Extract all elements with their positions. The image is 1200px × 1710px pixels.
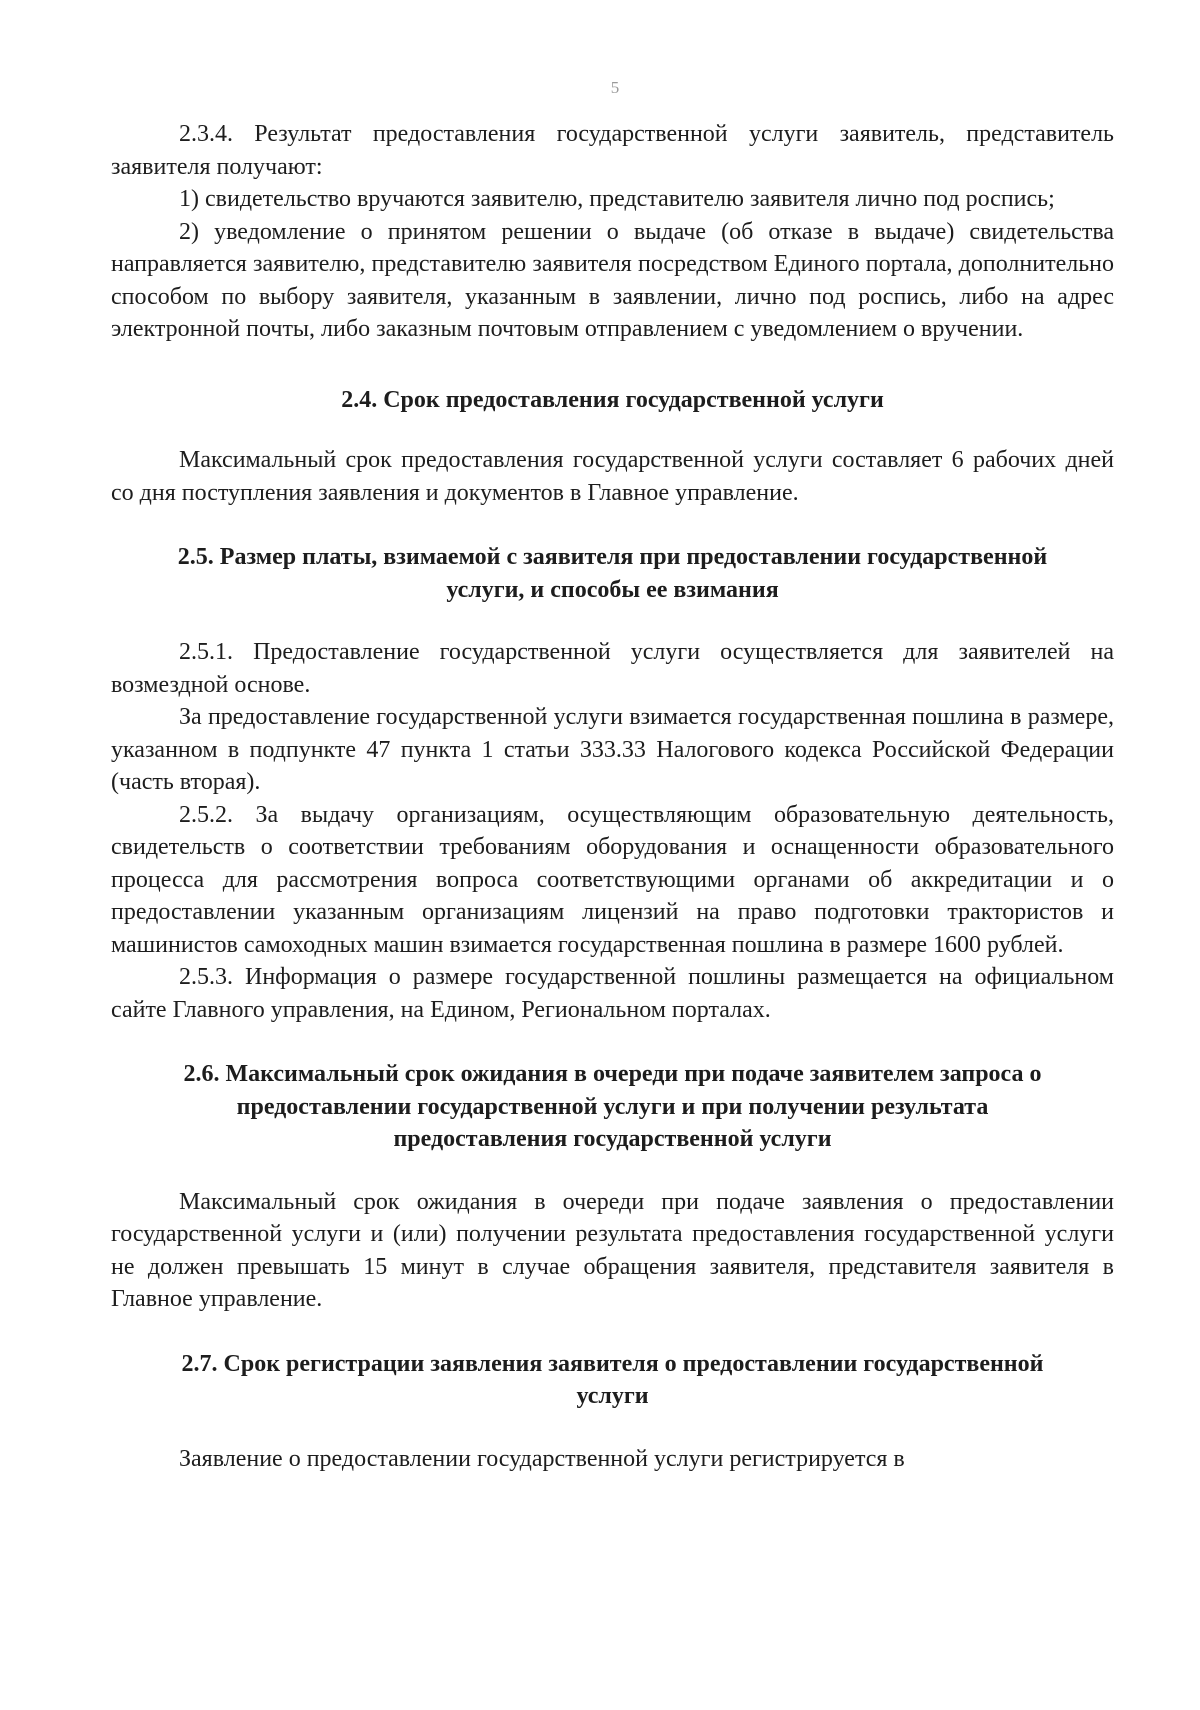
list-item-2-3-4-2: 2) уведомление о принятом решении о выдаче (об отказе в выдаче) свидетельства направляется заявителю, представителю заявителя посредством Единого портала, дополнительно способом по выбору заявителя, указанным в заявлении, лично под роспись, либо на адрес электронной почты, либо заказным почтовым отправлением с уведомлением о вручении.: [111, 218, 1114, 342]
paragraph-2-4: Максимальный срок предоставления государственной услуги составляет 6 рабочих дней со дня поступления заявления и документов в Главное управление.: [111, 447, 1114, 506]
section-heading-2-4: 2.4. Срок предоставления государственной услуги: [341, 386, 884, 413]
paragraph-2-6: Максимальный срок ожидания в очереди при подаче заявления о предоставлении государственной услуги и (или) получении результата предоставления государственной услуги не должен превышать 15 минут в случае обращения заявителя, представителя заявителя в Главное управление.: [111, 1188, 1114, 1312]
paragraph-2-7: Заявление о предоставлении государственной услуги регистрируется в: [179, 1445, 905, 1472]
page-number: 5: [610, 78, 620, 97]
paragraph-2-5-1-fee: За предоставление государственной услуги взимается государственная пошлина в размере, указанном в подпункте 47 пункта 1 статьи 333.33 Налогового кодекса Российской Федерации (часть вторая).: [111, 704, 1114, 795]
list-item-2-3-4-1: 1) свидетельство вручаются заявителю, представителю заявителя лично под роспись;: [179, 186, 1055, 212]
paragraph-2-5-2: 2.5.2. За выдачу организациям, осуществляющим образовательную деятельность, свидетельств о соответствии требованиям оборудования и оснащенности образовательного процесса для рассмотрения вопроса соответствующими органами об аккредитации и о предоставлении указанным организациям лицензий на право подготовки трактористов и машинистов самоходных машин взимается государственная пошлина в размере 1600 рублей.: [111, 801, 1114, 958]
paragraph-2-3-4: 2.3.4. Результат предоставления государственной услуги заявитель, представитель заявителя получают:: [111, 121, 1114, 180]
section-heading-2-7: 2.7. Срок регистрации заявления заявителя о предоставлении государственной услуги: [181, 1350, 1044, 1409]
section-heading-2-6: 2.6. Максимальный срок ожидания в очереди при подаче заявителем запроса о предоставлении государственной услуги и при получении результата предоставления государственной услуги: [183, 1061, 1042, 1152]
section-heading-2-5: 2.5. Размер платы, взимаемой с заявителя при предоставлении государственной услуги, и способы ее взимания: [177, 544, 1048, 603]
paragraph-2-5-3: 2.5.3. Информация о размере государственной пошлины размещается на официальном сайте Главного управления, на Едином, Региональном порталах.: [111, 964, 1114, 1023]
paragraph-2-5-1: 2.5.1. Предоставление государственной услуги осуществляется для заявителей на возмездной основе.: [111, 639, 1114, 698]
